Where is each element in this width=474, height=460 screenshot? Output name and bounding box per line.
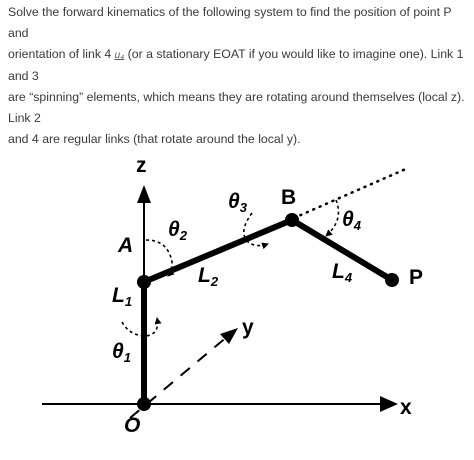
z-axis-label: z xyxy=(136,154,147,177)
theta-3-label: θ3 xyxy=(228,190,247,215)
y-axis-label: y xyxy=(242,316,254,339)
theta-2-label: θ2 xyxy=(168,218,187,243)
problem-line-1: Solve the forward kinematics of the following system to find the position of point P and xyxy=(8,5,452,40)
theta-1-label: θ1 xyxy=(112,340,131,365)
origin-label: O xyxy=(124,414,141,437)
theta-4-arc xyxy=(326,200,338,236)
joint-o xyxy=(137,397,151,411)
x-axis-label: x xyxy=(400,396,412,419)
joint-b xyxy=(285,213,299,227)
link-2-label: L2 xyxy=(198,264,219,289)
problem-line-2-start: orientation of link 4 xyxy=(8,47,115,61)
z-axis-arrowhead xyxy=(137,185,151,203)
theta-4-label: θ4 xyxy=(342,208,361,233)
point-p-label: P xyxy=(409,266,424,289)
link-2-segment xyxy=(144,220,292,282)
x-axis-arrowhead xyxy=(380,396,398,412)
problem-line-3: are “spinning” elements, which means they are rotating around themselves (local z). Link 2 xyxy=(8,90,465,125)
link-4-orientation-symbol: u₄ xyxy=(114,50,125,61)
link-1-label: L1 xyxy=(112,284,133,309)
problem-line-4: and 4 are regular links (that rotate around the local y). xyxy=(8,132,301,146)
theta-1-arc xyxy=(122,318,158,336)
joint-a xyxy=(137,275,151,289)
point-a-label: A xyxy=(118,234,134,257)
link-4-label: L4 xyxy=(332,260,353,285)
point-b-label: B xyxy=(281,186,297,209)
joint-p xyxy=(385,273,399,287)
problem-line-2-end: (or a stationary EOAT if you would like to imagine one). Link 1 and 3 xyxy=(8,47,464,83)
